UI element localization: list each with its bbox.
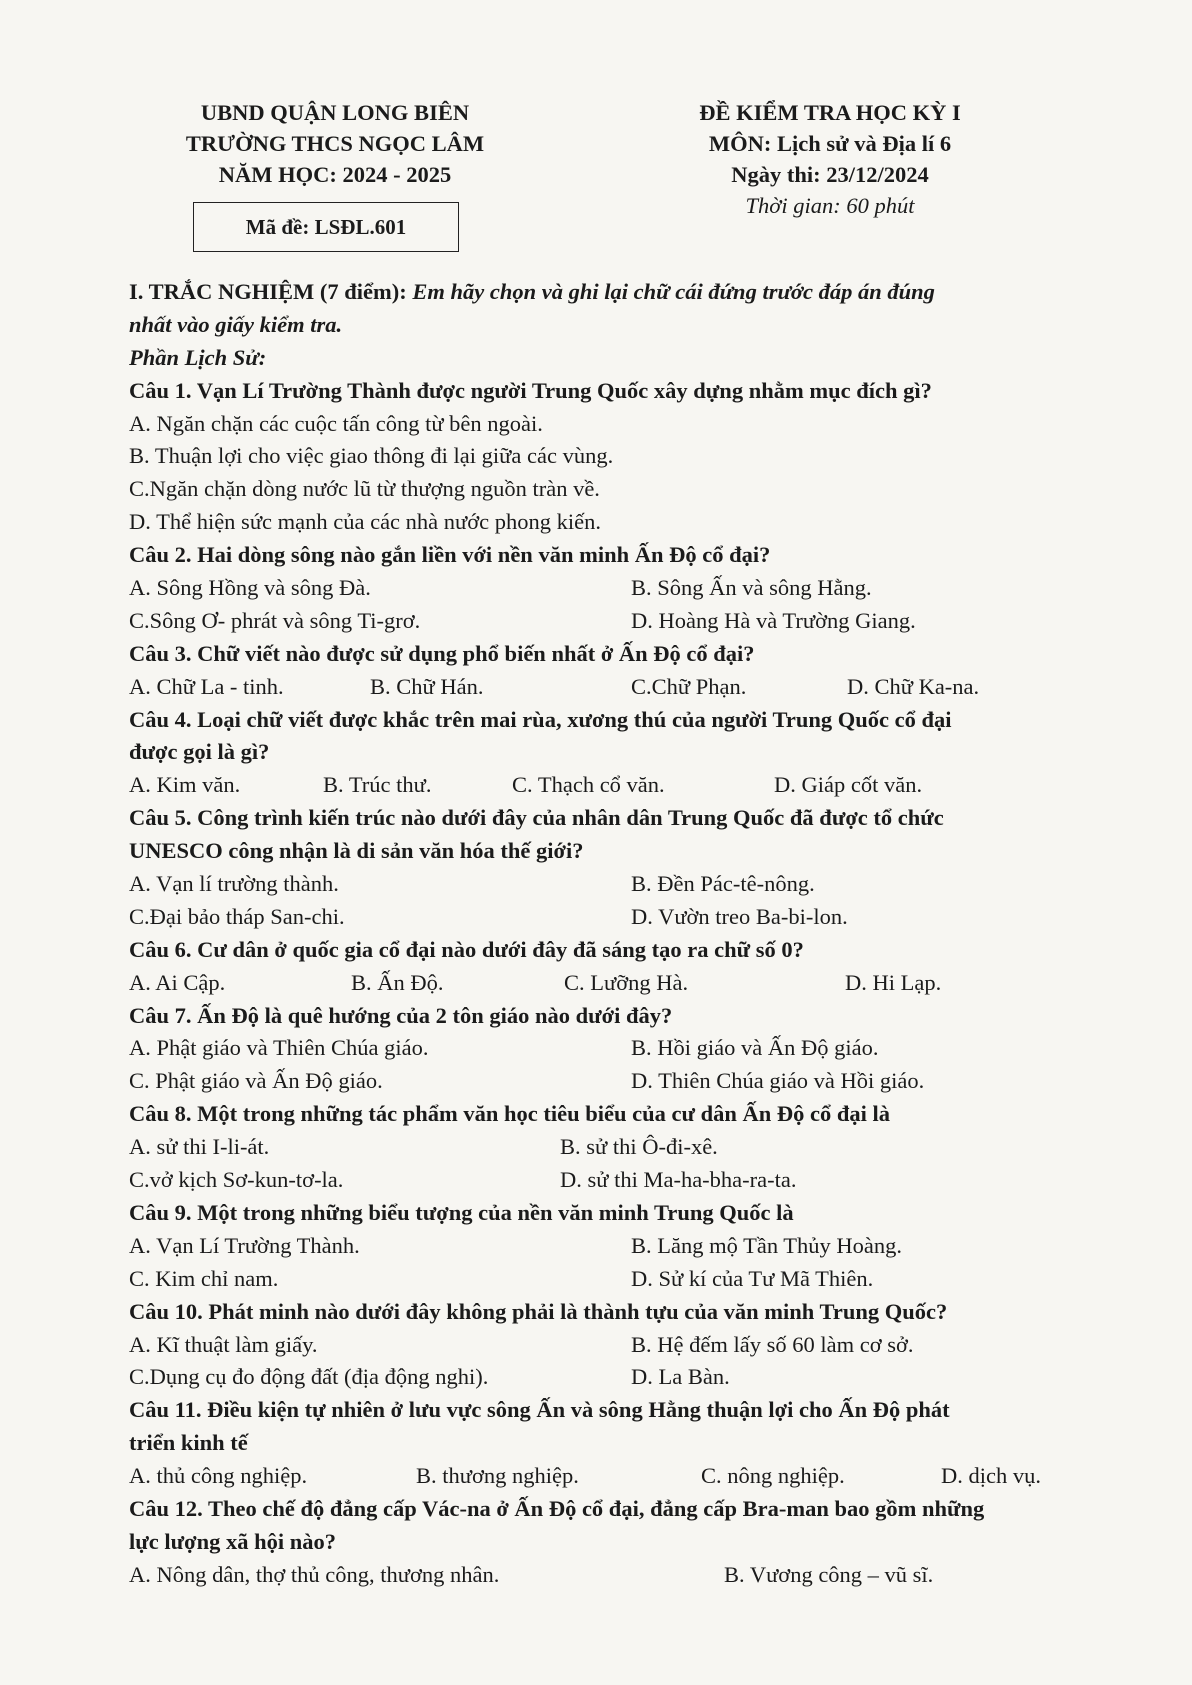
q9-options-row-1 (129, 1230, 1114, 1263)
q8-option-b: B. sử thi Ô-đi-xê. (560, 1134, 718, 1160)
q8-options-row-1 (129, 1131, 1114, 1164)
q7-options-row-1 (129, 1032, 1114, 1065)
q7-option-a: A. Phật giáo và Thiên Chúa giáo. (129, 1035, 429, 1061)
question-11: Câu 11. Điều kiện tự nhiên ở lưu vực sông Ấn và sông Hằng thuận lợi cho Ấn Độ phát (129, 1397, 950, 1423)
question-2: Câu 2. Hai dòng sông nào gắn liền với nền văn minh Ấn Độ cổ đại? (129, 542, 771, 568)
q10-option-a: A. Kĩ thuật làm giấy. (129, 1331, 318, 1357)
q12-option-b: B. Vương công – vũ sĩ. (724, 1561, 934, 1587)
q9-option-b: B. Lăng mộ Tần Thủy Hoàng. (631, 1232, 903, 1258)
question-1: Câu 1. Vạn Lí Trường Thành được người Trung Quốc xây dựng nhằm mục đích gì? (129, 377, 932, 403)
q12-options-row (129, 1559, 1114, 1592)
question-4-cont: được gọi là gì? (129, 739, 270, 765)
q11-option-b: B. thương nghiệp. (416, 1463, 579, 1489)
q9-option-c: C. Kim chỉ nam. (129, 1265, 279, 1291)
q6-option-a: A. Ai Cập. (129, 969, 226, 995)
q11-option-d: D. dịch vụ. (941, 1463, 1041, 1489)
q7-option-c: C. Phật giáo và Ấn Độ giáo. (129, 1068, 383, 1094)
exam-subject: MÔN: Lịch sử và Địa lí 6 (708, 131, 952, 156)
q4-option-d: D. Giáp cốt văn. (774, 772, 923, 798)
section-heading (129, 276, 1114, 309)
q1-option-b: B. Thuận lợi cho việc giao thông đi lại giữa các vùng. (129, 443, 614, 469)
q2-option-b: B. Sông Ấn và sông Hằng. (631, 575, 872, 601)
q4-option-c: C. Thạch cổ văn. (512, 772, 665, 798)
q5-option-d: D. Vườn treo Ba-bi-lon. (631, 903, 848, 929)
q11-options-row (129, 1460, 1114, 1493)
q4-option-a: A. Kim văn. (129, 772, 241, 798)
district-name: UBND QUẬN LONG BIÊN (200, 100, 470, 125)
exam-content (129, 276, 1114, 1592)
school-header (135, 97, 535, 190)
q8-options-row-2 (129, 1164, 1114, 1197)
section-instruction: Em hãy chọn và ghi lại chữ cái đứng trước đáp án đúng (406, 279, 935, 304)
question-9: Câu 9. Một trong những biểu tượng của nền văn minh Trung Quốc là (129, 1199, 794, 1225)
exam-date: Ngày thi: 23/12/2024 (731, 162, 929, 187)
q1-option-c: C.Ngăn chặn dòng nước lũ từ thượng nguồn tràn về. (129, 476, 600, 502)
q10-option-b: B. Hệ đếm lấy số 60 làm cơ sở. (631, 1331, 914, 1357)
q3-options-row (129, 671, 1114, 704)
section-instruction-cont: nhất vào giấy kiểm tra. (129, 311, 343, 337)
q12-option-a: A. Nông dân, thợ thủ công, thương nhân. (129, 1561, 500, 1587)
q1-option-a: A. Ngăn chặn các cuộc tấn công từ bên ngoài. (129, 410, 543, 436)
q5-option-b: B. Đền Pác-tê-nông. (631, 871, 815, 897)
part-title: Phần Lịch Sử: (129, 344, 267, 370)
q2-options-row-1 (129, 572, 1114, 605)
q6-options-row (129, 967, 1114, 1000)
q2-option-d: D. Hoàng Hà và Trường Giang. (631, 607, 916, 633)
q3-option-a: A. Chữ La - tinh. (129, 673, 284, 699)
q3-option-d: D. Chữ Ka-na. (847, 673, 980, 699)
q5-options-row-1 (129, 868, 1114, 901)
question-7: Câu 7. Ấn Độ là quê hướng của 2 tôn giáo nào dưới đây? (129, 1002, 673, 1028)
question-4: Câu 4. Loại chữ viết được khắc trên mai rùa, xương thú của người Trung Quốc cổ đại (129, 706, 952, 732)
q8-option-a: A. sử thi I-li-át. (129, 1134, 270, 1160)
q9-option-d: D. Sử kí của Tư Mã Thiên. (631, 1265, 874, 1291)
question-6: Câu 6. Cư dân ở quốc gia cổ đại nào dưới đây đã sáng tạo ra chữ số 0? (129, 936, 804, 962)
q11-option-a: A. thủ công nghiệp. (129, 1463, 308, 1489)
exam-title: ĐỀ KIỂM TRA HỌC KỲ I (699, 100, 961, 125)
q3-option-c: C.Chữ Phạn. (631, 673, 747, 699)
exam-header (630, 97, 1030, 221)
q2-options-row-2 (129, 605, 1114, 638)
question-12: Câu 12. Theo chế độ đẳng cấp Vác-na ở Ấn Độ cổ đại, đẳng cấp Bra-man bao gồm những (129, 1495, 985, 1521)
q10-options-row-1 (129, 1329, 1114, 1362)
q4-option-b: B. Trúc thư. (323, 772, 432, 798)
q6-option-c: C. Lưỡng Hà. (564, 969, 689, 995)
q2-option-c: C.Sông Ơ- phrát và sông Ti-grơ. (129, 607, 421, 633)
q10-options-row-2 (129, 1361, 1114, 1394)
q2-option-a: A. Sông Hồng và sông Đà. (129, 575, 371, 601)
question-10: Câu 10. Phát minh nào dưới đây không phải là thành tựu của văn minh Trung Quốc? (129, 1298, 948, 1324)
q5-option-c: C.Đại bảo tháp San-chi. (129, 903, 345, 929)
q9-option-a: A. Vạn Lí Trường Thành. (129, 1232, 360, 1258)
question-5-cont: UNESCO công nhận là di sản văn hóa thế giới? (129, 838, 584, 864)
q6-option-b: B. Ấn Độ. (351, 969, 444, 995)
question-5: Câu 5. Công trình kiến trúc nào dưới đây của nhân dân Trung Quốc đã được tổ chức (129, 805, 944, 831)
q5-options-row-2 (129, 901, 1114, 934)
exam-code-box (193, 202, 459, 252)
section-title: I. TRẮC NGHIỆM (7 điểm): (129, 279, 407, 304)
school-name: TRƯỜNG THCS NGỌC LÂM (185, 131, 485, 156)
q7-option-b: B. Hồi giáo và Ấn Độ giáo. (631, 1035, 879, 1061)
q8-option-c: C.vở kịch Sơ-kun-tơ-la. (129, 1167, 344, 1193)
q8-option-d: D. sử thi Ma-ha-bha-ra-ta. (560, 1167, 797, 1193)
q5-option-a: A. Vạn lí trường thành. (129, 871, 339, 897)
question-8: Câu 8. Một trong những tác phẩm văn học tiêu biểu của cư dân Ấn Độ cổ đại là (129, 1101, 891, 1127)
q10-option-d: D. La Bàn. (631, 1364, 730, 1390)
q9-options-row-2 (129, 1263, 1114, 1296)
q7-options-row-2 (129, 1065, 1114, 1098)
exam-code: Mã đề: LSĐL.601 (245, 214, 407, 239)
q6-option-d: D. Hi Lạp. (845, 969, 942, 995)
q11-option-c: C. nông nghiệp. (701, 1463, 845, 1489)
question-3: Câu 3. Chữ viết nào được sử dụng phổ biến nhất ở Ấn Độ cổ đại? (129, 640, 755, 666)
q4-options-row (129, 769, 1114, 802)
exam-duration: Thời gian: 60 phút (745, 193, 915, 218)
question-11-cont: triển kinh tế (129, 1430, 248, 1456)
q10-option-c: C.Dụng cụ đo động đất (địa động nghi). (129, 1364, 489, 1390)
q7-option-d: D. Thiên Chúa giáo và Hồi giáo. (631, 1068, 925, 1094)
q1-option-d: D. Thể hiện sức mạnh của các nhà nước phong kiến. (129, 509, 601, 535)
q3-option-b: B. Chữ Hán. (370, 673, 484, 699)
question-12-cont: lực lượng xã hội nào? (129, 1528, 336, 1554)
school-year: NĂM HỌC: 2024 - 2025 (218, 162, 452, 187)
